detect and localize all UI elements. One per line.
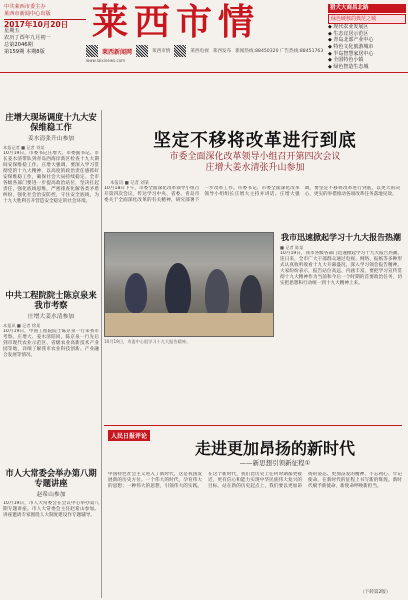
article-subhead: 赵希山参加 — [36, 492, 66, 498]
continued-note: （下转第2版） — [360, 590, 391, 595]
article-left-3 — [3, 468, 99, 591]
media-bar — [86, 44, 326, 58]
media-item: 莱西电视 — [190, 49, 209, 54]
qr-code-icon — [136, 45, 148, 57]
article-subhead: 姜水清张升山参加 — [27, 136, 75, 142]
promo-item: ◆ 特色文化旅游城市 — [328, 43, 374, 50]
article-headline: 庄增大现场调度十九大安保维稳工作 — [5, 112, 97, 132]
newspaper-title: 莱西市情 — [92, 1, 261, 43]
website-url[interactable]: www.laixinews.com — [86, 58, 126, 63]
commentary-tag: 人民日报评论 — [108, 430, 150, 441]
article-body: 10月19日，我市各级各部门迅速掀起学习十九大报告热潮。连日来，全市广大干部群众通过电视、网络、报纸等多种形式认真收听收看十九大开幕盛况，深入学习领会报告精神。大家纷纷表示，报告站位高远、内涵丰富，要把学习宣传贯彻十九大精神作为当前和今后一个时期的首要政治任务，切实把思想和行动统一到十九大精神上来。 — [280, 250, 402, 286]
main-subhead — [110, 152, 400, 174]
publisher-line: 莱西市新闻中心出版 — [4, 11, 51, 17]
article-headline: 市人大常委会举办第八期专题讲座 — [5, 468, 97, 488]
main-byline: 本报讯 ■ 记者 刘某 — [110, 181, 150, 186]
article-byline: 本报记者 ■ 记者 刘某 — [3, 145, 45, 150]
promo-item: ◆ 青岛北部产业中心 — [328, 37, 374, 44]
article-byline: ■ 记者 陈某 — [280, 245, 304, 250]
main-headline: 坚定不移将改革进行到底 — [153, 131, 357, 151]
article-body: 10月19日，市人大常委会在会议中心举办第八期专题讲座。市人大常委会主任赵希山参加。讲座邀请专家围绕人大制度建设作专题辅导。 — [3, 501, 99, 519]
masthead-promo — [328, 4, 406, 70]
issue-number: 第159期 本期8版 — [4, 49, 45, 55]
media-item: 莱西发布 — [212, 49, 232, 54]
promo-tag: 猎犬大商昌北路 — [328, 4, 406, 13]
contact-line: 新闻热线:88450320 广告热线:88451763 — [235, 49, 324, 54]
main-subhead-line: 市委全面深化改革领导小组召开第四次会议 — [169, 152, 341, 162]
commentary-subhead: ——新思想引领新征程① — [239, 459, 311, 467]
main-body: 10月18日下午，市委全面深化改革领导小组召开第四次会议，传达学习中央、省委、青岛市委关于全面深化改革的有关精神，研究部署下一步改革工作。市委书记、市委全面深化改革领导小组组长庄增大主持并讲话。庄增大强调，要坚定不移将改革进行到底，以更大的决心、更实的举措推动各项改革任务落地见效。 — [104, 186, 400, 204]
article-left-2 — [3, 290, 99, 409]
article-body: 10月19日，市委书记庄增大、市委副书记、市长姜水清带队到青岛西海岸新区检查十九大期间安保维稳工作。庄增大强调，要深入学习贯彻党的十九大精神，以高度的政治责任感抓好安保维稳工作，确保社会大局持续稳定。全市各级各部门要进一步提高政治站位，坚决扛起责任，强化底线思维，严密排查化解各类矛盾纠纷，强化社会治安防控，守住安全底线，为十九大胜利召开营造安全稳定的社会环境。 — [3, 150, 99, 205]
promo-item: ◆ 绿色智造生态城 — [328, 63, 369, 70]
article-headline: 中共工程院院士陈京泉来我市考察 — [5, 290, 97, 310]
article-right — [280, 232, 402, 381]
masthead-info — [4, 4, 86, 56]
article-headline: 我市迅速掀起学习十九大报告热潮 — [281, 232, 401, 242]
article-subhead: 庄增大姜水清参加 — [27, 314, 75, 320]
promo-box: 绿色硬核的典范之城 — [328, 14, 406, 25]
article-body: 10月19日，中国工程院院士陈京泉一行来我市考察。庄增大、姜水清陪同。陈京泉一行先后到市现代农业示范区、省级农业高新技术产业园等地，详细了解我市农业科技创新、产业融合发展等情况。 — [3, 328, 99, 358]
issue-total: 总第2046期 — [4, 42, 33, 48]
issue-date: 2017年10月20日 — [4, 20, 69, 29]
news-photo — [104, 232, 274, 337]
promo-item: ◆ 半岛智慧家居中心 — [328, 50, 374, 57]
weekday: 星期五 — [4, 28, 20, 34]
promo-item: ◆ 现代农业发展区 — [328, 24, 369, 31]
promo-item: ◆ 生态宜居示范区 — [328, 30, 369, 37]
lunar-date: 农历丁酉年九月初一 — [4, 35, 51, 41]
article-left-1 — [3, 112, 99, 263]
publisher-line: 中共莱西市委主办 — [4, 4, 46, 10]
media-item: 莱西市情 — [152, 49, 171, 54]
article-byline: 本报讯 ■ 记者 徐某 — [3, 323, 41, 328]
qr-code-icon — [174, 45, 186, 57]
qr-code-icon — [86, 45, 98, 57]
masthead — [0, 0, 408, 72]
commentary-body: 中国特色社会主义进入了新时代，这是我国发展新的历史方位。一个伟大的时代，孕育伟大的思想；一种伟大的思想，引领伟大的实践。在这个新时代，我们比历史上任何时期都更接近、更有信心和能力实现中华民族伟大复兴的目标。站在新的历史起点上，我们要以更加昂扬的姿态、更加奋发的精神，不忘初心、牢记使命，在新时代的征程上书写新的辉煌。新时代赋予新使命，新使命呼唤新担当。 — [108, 472, 402, 490]
main-subhead-line: 庄增大姜水清张升山参加 — [205, 163, 305, 173]
photo-caption: 10月19日，市委中心组学习十九大报告精神。 — [104, 339, 191, 344]
promo-item: ◆ 全国特色小镇 — [328, 57, 364, 64]
site-logo[interactable]: 莱西新闻网 — [102, 48, 133, 56]
commentary-headline: 走进更加昂扬的新时代 — [194, 439, 355, 458]
